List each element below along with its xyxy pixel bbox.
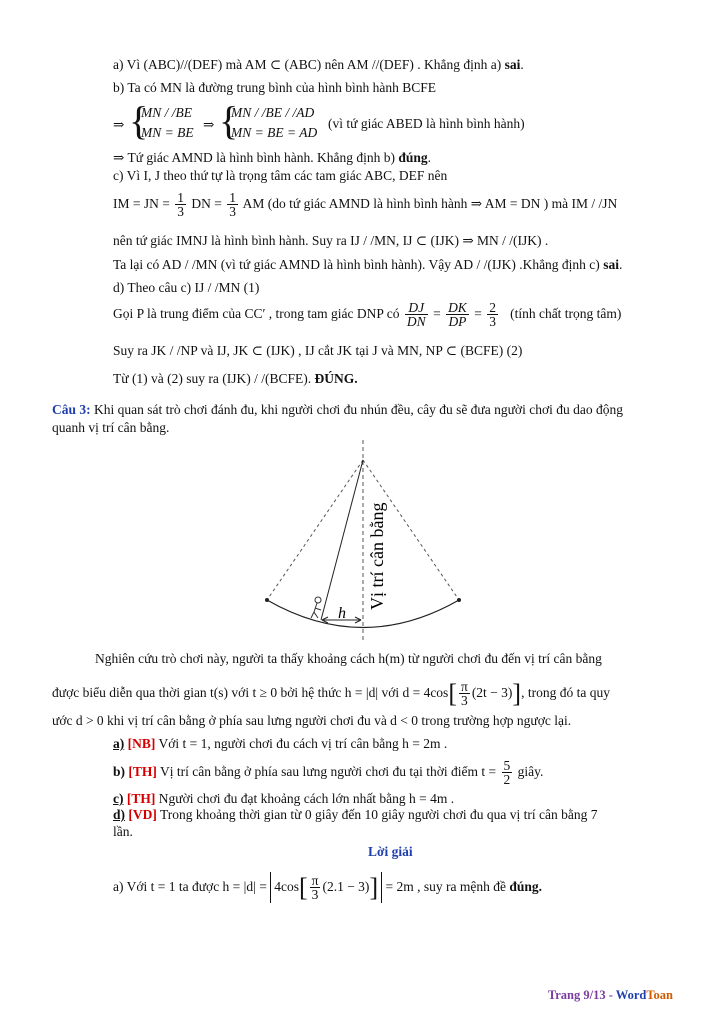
label-equilibrium: Vị trí cân bằng	[367, 502, 387, 610]
swing-rope	[321, 460, 363, 620]
line-b3: ⇒ Tứ giác AMND là hình bình hành. Khẳng định b) đúng.	[113, 150, 432, 165]
left-limit-line	[267, 460, 363, 600]
statement-d-tail: lần.	[113, 824, 133, 839]
page-footer: Trang 9/13 - WordToan	[547, 988, 673, 1002]
line-a1: a) Vì (ABC)//(DEF) mà AM ⊂ (ABC) nên AM //(DEF) . Khẳng định a) sai.	[113, 57, 524, 72]
line-c3: nên tứ giác IMNJ là hình bình hành. Suy ra IJ / /MN, IJ ⊂ (IJK) ⇒ MN / /(IJK) .	[113, 233, 549, 248]
line-c4: Ta lại có AD / /MN (vì tứ giác AMND là hình bình hành). Vậy AD / /(IJK) .Khẳng định c) sai.	[113, 257, 623, 272]
statement-a: a) [NB] Với t = 1, người chơi đu cách vị trí cân bằng h = 2m .	[113, 736, 448, 751]
question-line-1: Câu 3: Khi quan sát trò chơi đánh đu, khi người chơi đu nhún đều, cây đu sẽ đưa người chơi đu dao động	[52, 402, 623, 417]
line-c2: IM = JN = $\frac{1}{3}$ DN = $\frac{1}{3}$ AM (do tứ giác AMND là hình bình hành ⇒ AM = DN ) mà IM / /JN	[113, 190, 618, 220]
solution-title: Lời giải	[368, 844, 413, 859]
question-line-2: quanh vị trí cân bằng.	[52, 420, 170, 435]
line-b1: b) Ta có MN là đường trung bình của hình bình hành BCFE	[113, 80, 436, 95]
left-brace: {	[219, 98, 239, 143]
question-para-3: ước d > 0 khi vị trí cân bằng ở phía sau lưng người chơi đu và d < 0 trong trường hợp ngược lại.	[52, 713, 572, 728]
line-c1: c) Vì I, J theo thứ tự là trọng tâm các tam giác ABC, DEF nên	[113, 168, 448, 183]
statement-c: c) [TH] Người chơi đu đạt khoảng cách lớn nhất bằng h = 4m .	[113, 791, 455, 806]
person-icon	[311, 597, 321, 618]
line-d3: Suy ra JK / /NP và IJ, JK ⊂ (IJK) , IJ cắt JK tại J và MN, NP ⊂ (BCFE) (2)	[113, 343, 523, 358]
line-d4: Từ (1) và (2) suy ra (IJK) / /(BCFE). ĐÚNG.	[113, 371, 358, 386]
question-para-2: được biểu diễn qua thời gian t(s) với t ≥ 0 bởi hệ thức h = |d| với d = 4cos[ $\frac{\pi}{3}$ (2t − 3)], trong đó ta quy	[52, 678, 610, 709]
question-para-1: Nghiên cứu trò chơi này, người ta thấy khoảng cách h(m) từ người chơi đu đến vị trí cân bằng	[95, 651, 602, 666]
solution-a: a) Với t = 1 ta được h = |d| = 4cos[ $\frac{\pi}{3}$ (2.1 − 3)] = 2m , suy ra mệnh đề đúng.	[113, 872, 542, 903]
statement-b: b) [TH] Vị trí cân bằng ở phía sau lưng người chơi đu tại thời điểm t = $\frac{5}{2}$ giây.	[113, 758, 544, 788]
swing-figure	[255, 440, 470, 640]
line-d2: Gọi P là trung điểm của CC′ , trong tam giác DNP có $\frac{DJ}{DN}$ = $\frac{DK}{DP}$ = $\frac{2}{3}$ (tính chất trọng tâm)	[113, 300, 622, 330]
label-h: h	[338, 605, 346, 622]
statement-d: d) [VD] Trong khoảng thời gian từ 0 giây đến 10 giây người chơi đu qua vị trí cân bằng 7	[113, 807, 598, 822]
line-d1: d) Theo câu c) IJ / /MN (1)	[113, 280, 260, 295]
left-brace: {	[129, 98, 149, 143]
